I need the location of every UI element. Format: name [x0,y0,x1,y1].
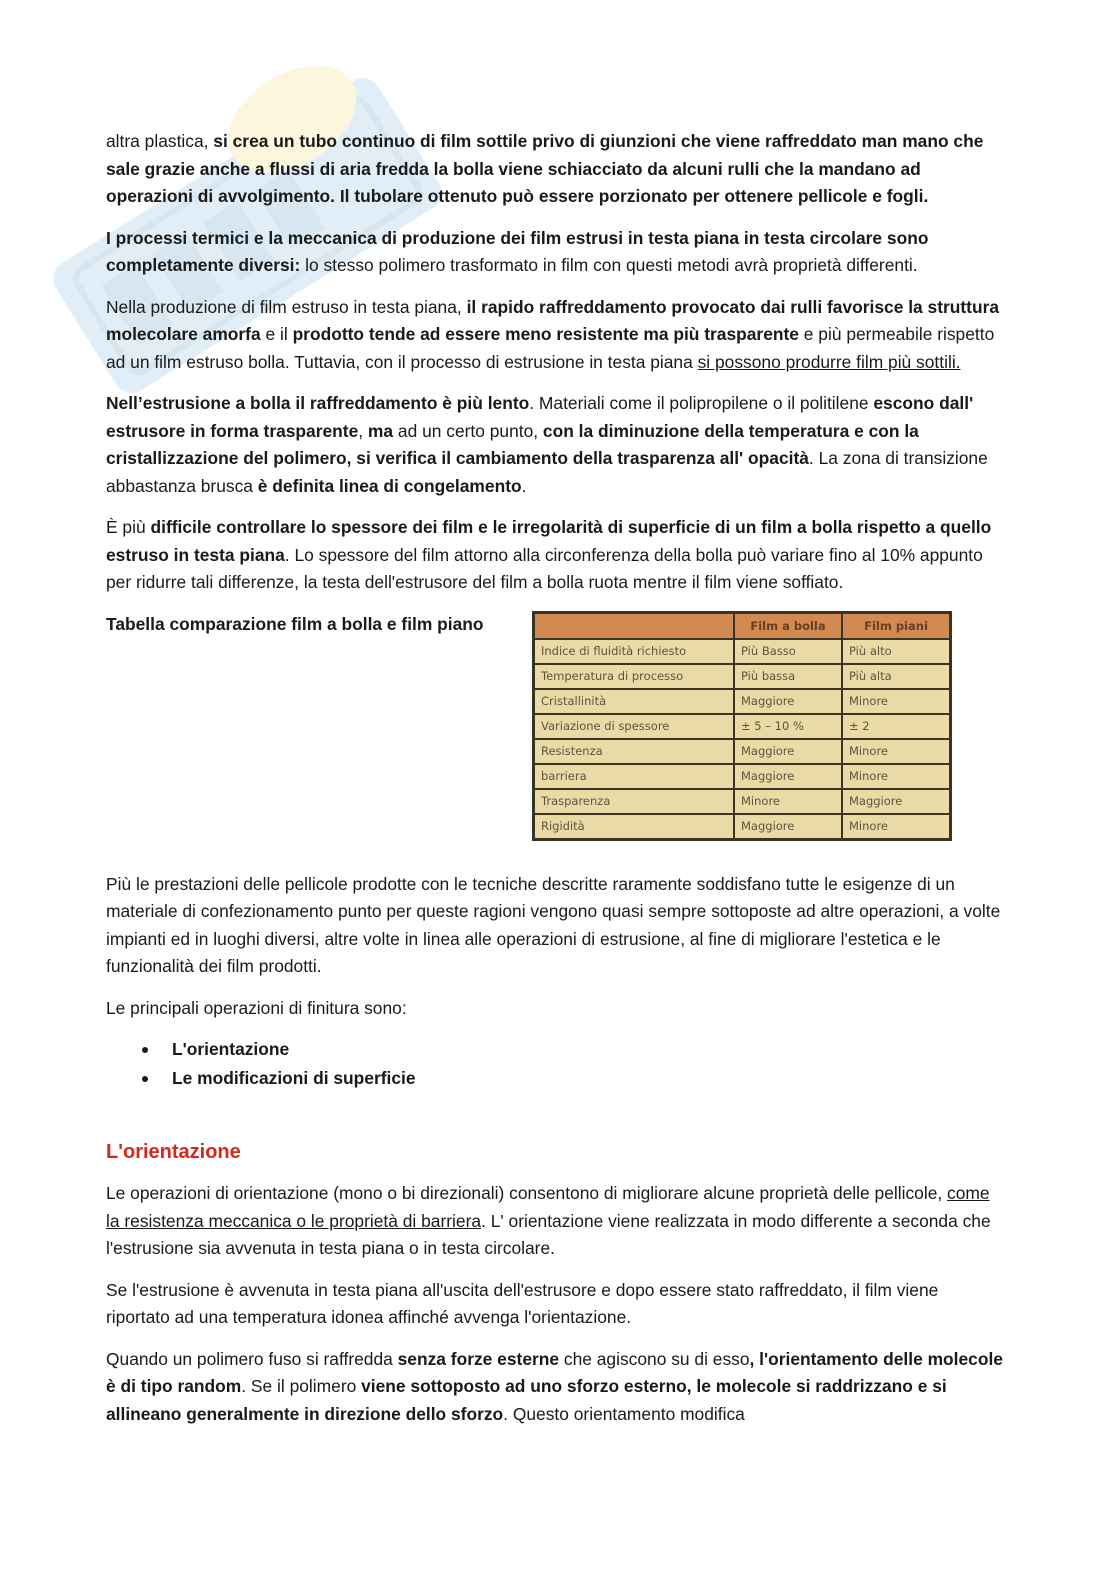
bold-run: con la diminuzione della temperatura e con la cristallizzazione del polimero, si verifica il cambiamento della trasparenza all' opacità [106,420,919,468]
bold-run: I processi termici e la meccanica di produzione dei film estrusi in testa piana in testa circolare sono completamente diversi: [106,227,929,275]
table-cell: Maggiore [734,689,842,714]
underlined-run: si possono produrre film più sottili. [697,351,961,372]
bold-run: difficile controllare lo spessore dei film e le irregolarità di superficie di un film a bolla rispetto a quello estruso in testa piana [106,517,992,565]
bold-run: senza forze esterne [397,1348,560,1369]
text-run: altra plastica, [106,131,214,151]
paragraph-thermal-processes [106,225,1006,280]
text-run: . Questo orientamento modifica [503,1403,745,1424]
header-cell: Film piani [842,612,951,639]
paragraph-finishing-list-intro: Le principali operazioni di finitura sono: [106,997,407,1018]
table-cell: Minore [842,764,951,789]
text-run: che agiscono su di esso [559,1348,750,1369]
header-cell: Film a bolla [734,612,842,639]
table-cell: Più Basso [734,639,842,664]
text-run: . Lo spessore del film attorno alla circonferenza della bolla può variare fino al 10% appunto per ridurre tali differenze, la testa dell'estrusore del film a bolla ruota mentre il film viene soffiato. [106,544,983,592]
table-row [534,689,951,714]
table-row [534,814,951,840]
document-page [106,128,1006,1442]
table-cell: ± 5 – 10 % [734,714,842,739]
table-cell: Più alta [842,664,951,689]
bold-run: escono dall' estrusore in forma trasparente [106,393,974,441]
text-run: . La zona di transizione abbastanza brusca [106,448,988,496]
text-run: , [358,420,368,441]
table-row [534,789,951,814]
paragraph-flat-film [106,294,1006,377]
text-run: . Se il polimero [241,1376,362,1396]
text-run: . Materiali come il polipropilene o il politilene [529,393,874,413]
table-cell: Minore [842,689,951,714]
table-cell: Maggiore [734,739,842,764]
paragraph-thickness-control [106,514,1006,597]
header-cell [534,612,735,639]
table-cell: Minore [734,789,842,814]
text-run: e più permeabile rispetto ad un film estruso bolla. Tuttavia, con il processo di estrusione in testa piana [106,324,995,372]
bold-run: è definita linea di congelamento [257,475,522,496]
text-run: È più [106,517,151,537]
table-header-row [534,612,951,639]
paragraph-flat-orientation: Se l'estrusione è avvenuta in testa piana all'uscita dell'estrusore e dopo essere stato raffreddato, il film viene riportato ad una temperatura idonea affinché avvenga l'orientazione. [106,1279,939,1327]
underlined-run: come la resistenza meccanica o le proprietà di barriera [106,1183,990,1231]
bold-run: , l'orientamento delle molecole è di tipo random [106,1348,1003,1396]
bold-run: Nell’estrusione a bolla il raffreddamento è più lento [106,393,530,413]
bold-run: viene sottoposto ad uno sforzo esterno, le molecole si raddrizzano e si allineano generalmente in direzione dello sforzo [106,1376,947,1424]
text-run: . [521,475,527,496]
table-caption: Tabella comparazione film a bolla e film piano [106,613,484,634]
text-run: Nella produzione di film estruso in testa piana, [106,296,467,317]
section-heading: L'orientazione [106,1141,241,1163]
table-cell: Maggiore [734,764,842,789]
table-cell: Maggiore [734,814,842,840]
paragraph-bubble-cooling [106,390,1006,500]
list-item: L'orientazione [172,1036,1006,1064]
bold-run: si crea un tubo continuo di film sottile privo di giunzioni che viene raffreddato man mano che sale grazie anche a flussi di aria fredda la bolla viene schiacciato da alcuni rulli che la mandano ad operazioni di avvolgimento. Il tubolare ottenuto può essere porzionato per ottenere pellicole e fogli. [106,131,984,206]
table-cell: Trasparenza [534,789,735,814]
bold-run: prodotto tende ad essere meno resistente ma più trasparente [292,324,799,344]
table-row [534,714,951,739]
list-item: Le modificazioni di superficie [172,1065,1006,1093]
text-run: Quando un polimero fuso si raffredda [106,1348,398,1369]
table-cell: Resistenza [534,739,735,764]
text-run: ad un certo punto, [393,420,543,441]
text-run: . L' orientazione viene realizzata in modo differente a seconda che l'estrusione sia avvenuta in testa piana o in testa circolare. [106,1210,991,1258]
paragraph-orientation-ops [106,1180,1006,1263]
paragraph-finishing-intro: Più le prestazioni delle pellicole prodotte con le tecniche descritte raramente soddisfano tutte le esigenze di un materiale di confezionamento punto per queste ragioni vengono quasi sempre sottoposte ad altre operazioni, a volte impianti ed in luoghi diversi, altre volte in linea alle operazioni di estrusione, al fine di migliorare l'estetica e le funzionalità dei film prodotti. [106,873,1001,976]
table-cell: Variazione di spessore [534,714,735,739]
text-run: e il [260,324,293,344]
table-cell: Temperatura di processo [534,664,735,689]
comparison-block [106,611,1006,841]
table-row [534,639,951,664]
paragraph-molecular-orientation [106,1346,1006,1429]
paragraph-bubble-extrusion [106,128,1006,211]
text-run: Le operazioni di orientazione (mono o bi direzionali) consentono di migliorare alcune proprietà delle pellicole, [106,1183,948,1203]
table-cell: barriera [534,764,735,789]
table-cell: Cristallinità [534,689,735,714]
text-run: lo stesso polimero trasformato in film con questi metodi avrà proprietà differenti. [300,255,918,275]
table-cell: Maggiore [842,789,951,814]
table-cell: Più alto [842,639,951,664]
bold-run: il rapido raffreddamento provocato dai rulli favorisce la struttura molecolare amorfa [106,296,1000,344]
table-row [534,764,951,789]
table-cell: Minore [842,814,951,840]
table-cell: Più bassa [734,664,842,689]
table-cell: Rigidità [534,814,735,840]
table-cell: Indice di fluidità richiesto [534,639,735,664]
comparison-table [532,611,952,841]
bold-run: ma [367,420,394,441]
table-row [534,739,951,764]
table-cell: Minore [842,739,951,764]
finishing-list [106,1036,1006,1092]
table-cell: ± 2 [842,714,951,739]
table-row [534,664,951,689]
